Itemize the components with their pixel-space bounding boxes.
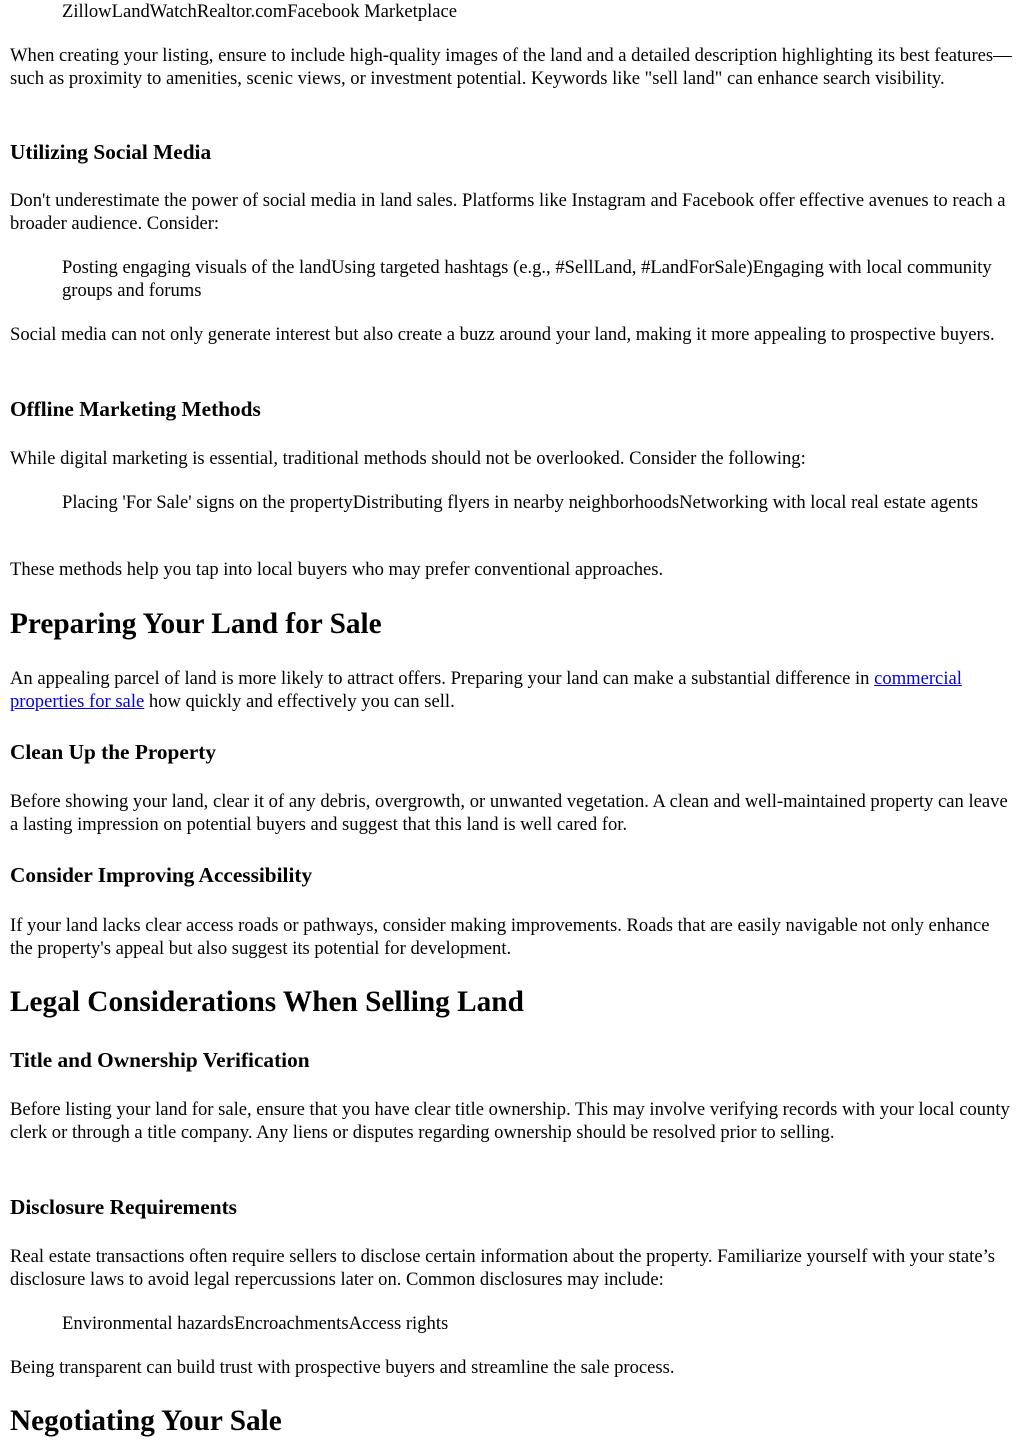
accessibility-text: If your land lacks clear access roads or pathways, consider making improvements. Roads that are easily navigable not only enhance the property's appeal but also suggest its potential for development.	[10, 915, 990, 960]
listing-paragraph: When creating your listing, ensure to include high-quality images of the land and a detailed description highlighting its best features—such as proximity to amenities, scenic views, or investment potential. Keywords like "sell land" can enhance search visibility.	[10, 45, 1012, 90]
section-heading-social-media: Utilizing Social Media	[10, 140, 212, 164]
offline-list	[62, 491, 1017, 514]
preparing-intro-text: An appealing parcel of land is more likely to attract offers. Preparing your land can make a substantial difference in	[10, 668, 875, 689]
social-media-intro: Don't underestimate the power of social media in land sales. Platforms like Instagram and Facebook offer effective avenues to reach a broader audience. Consider:	[10, 190, 1006, 235]
social-media-outro: Social media can not only generate interest but also create a buzz around your land, making it more appealing to prospective buyers.	[10, 324, 995, 345]
title-verification-text: Before listing your land for sale, ensure that you have clear title ownership. This may involve verifying records with your local county clerk or through a title company. Any liens or disputes regarding ownership should be resolved prior to selling.	[10, 1099, 1010, 1144]
disclosure-list	[62, 1312, 1017, 1335]
list-item: Facebook Marketplace	[287, 1, 458, 22]
list-item: Environmental hazards	[62, 1313, 234, 1334]
list-item: Encroachments	[233, 1313, 349, 1334]
list-item: Zillow	[62, 1, 112, 22]
section-heading-cleanup: Clean Up the Property	[10, 740, 217, 764]
list-item: Access rights	[348, 1313, 449, 1334]
list-item: LandWatch	[111, 1, 197, 22]
platforms-list	[62, 0, 1017, 23]
cleanup-text: Before showing your land, clear it of any debris, overgrowth, or unwanted vegetation. A clean and well-maintained property can leave a lasting impression on potential buyers and suggest that this land is well cared for.	[10, 791, 1008, 836]
section-heading-negotiating: Negotiating Your Sale	[10, 1405, 282, 1437]
list-item: Engaging with local community groups and forums	[62, 257, 992, 302]
preparing-intro	[10, 667, 1016, 714]
section-heading-accessibility: Consider Improving Accessibility	[10, 863, 313, 887]
list-item: Posting engaging visuals of the land	[62, 257, 332, 278]
section-heading-title-verification: Title and Ownership Verification	[10, 1048, 310, 1072]
disclosure-text: Real estate transactions often require sellers to disclose certain information about the property. Familiarize yourself with your state’s disclosure laws to avoid legal repercussions later on. Common disclosures may include:	[10, 1246, 995, 1291]
list-item: Realtor.com	[196, 1, 288, 22]
section-heading-offline: Offline Marketing Methods	[10, 397, 261, 421]
offline-intro: While digital marketing is essential, traditional methods should not be overlooked. Consider the following:	[10, 448, 806, 469]
section-heading-legal: Legal Considerations When Selling Land	[10, 986, 524, 1018]
list-item: Using targeted hashtags (e.g., #SellLand, #LandForSale)	[331, 257, 753, 278]
offline-outro: These methods help you tap into local buyers who may prefer conventional approaches.	[10, 559, 664, 580]
list-item: Placing 'For Sale' signs on the property	[62, 492, 353, 513]
list-item: Networking with local real estate agents	[679, 492, 979, 513]
section-heading-preparing: Preparing Your Land for Sale	[10, 608, 382, 640]
section-heading-disclosure: Disclosure Requirements	[10, 1195, 237, 1219]
list-item: Distributing flyers in nearby neighborhoods	[352, 492, 680, 513]
commercial-properties-link[interactable]: commercial properties for sale	[10, 668, 962, 713]
preparing-intro-text-end: how quickly and effectively you can sell.	[144, 691, 455, 713]
social-media-list	[62, 256, 1017, 303]
transparency-text: Being transparent can build trust with prospective buyers and streamline the sale process.	[10, 1357, 675, 1378]
